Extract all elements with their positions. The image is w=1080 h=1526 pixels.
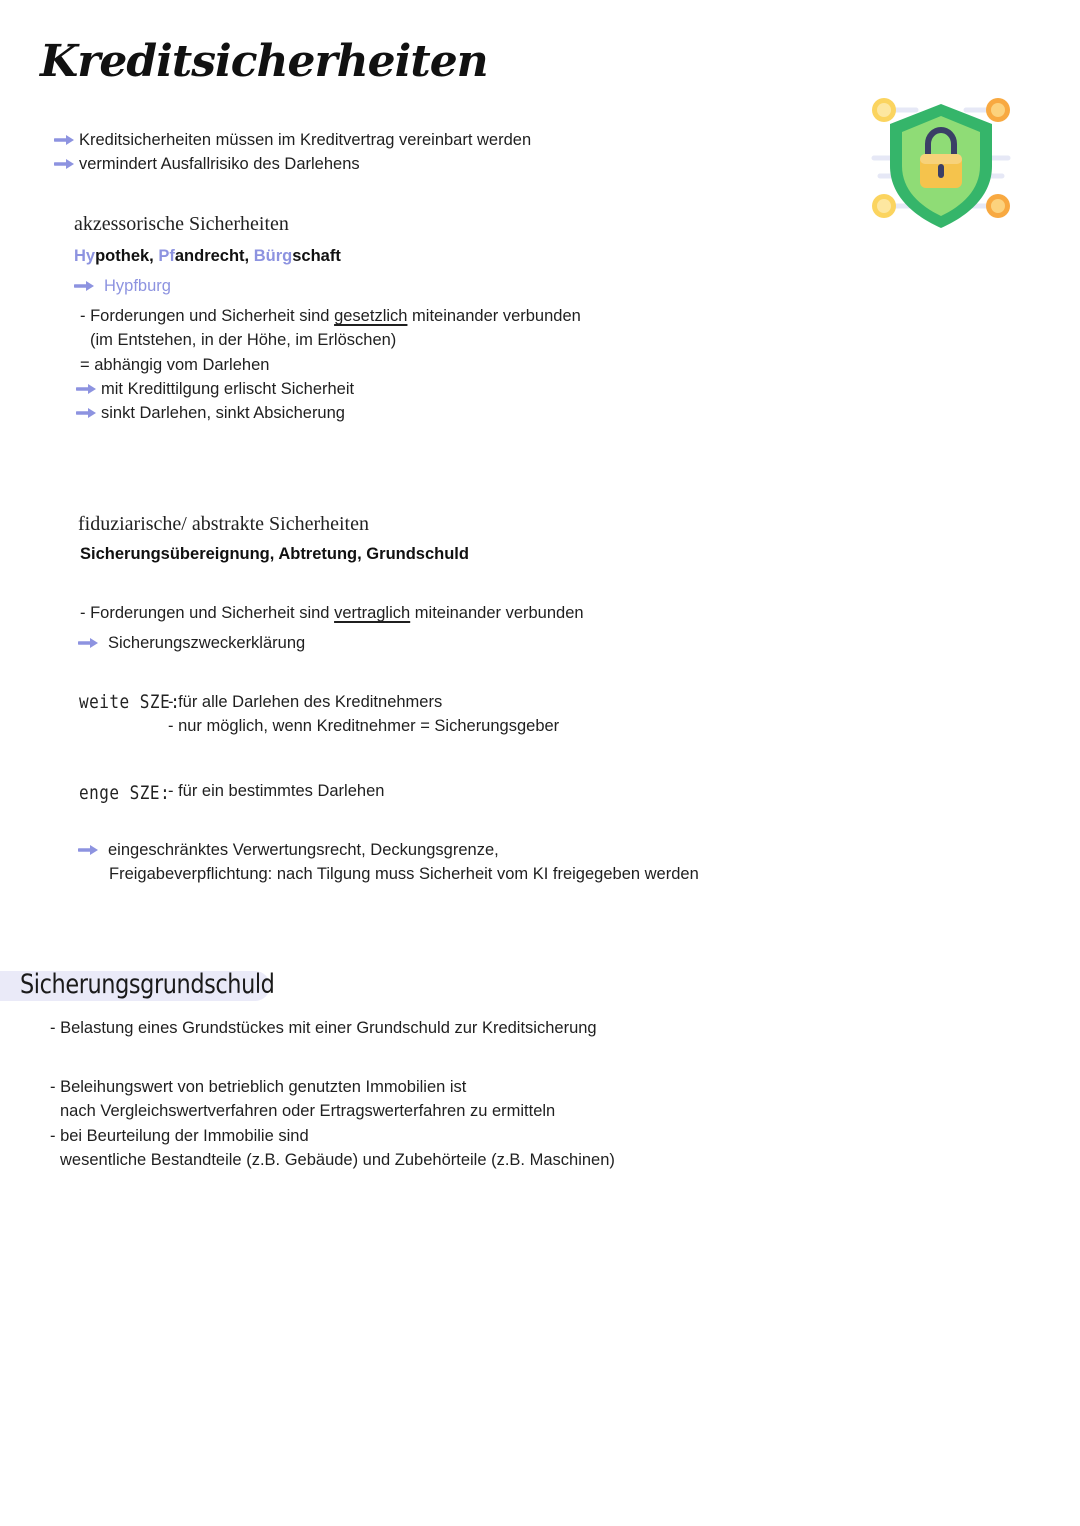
sgs-line-4: - bei Beurteilung der Immobilie sind (50, 1127, 309, 1145)
sgs-line-2: - Beleihungswert von betrieblich genutzten Immobilien ist (50, 1078, 467, 1096)
arrow-icon (54, 134, 76, 146)
fid-line-1: - Forderungen und Sicherheit sind vertraglich miteinander verbunden (80, 604, 584, 622)
section-heading: Sicherungsgrundschuld (20, 969, 275, 1000)
arrow-icon (78, 637, 100, 649)
shield-lock-icon (866, 92, 1016, 234)
arrow-icon (78, 844, 100, 856)
fid-heading: fiduziarische/ abstrakte Sicherheiten (78, 513, 369, 535)
akz-heading: akzessorische Sicherheiten (74, 213, 289, 235)
arrow-icon (74, 280, 96, 292)
fid-note-1: eingeschränktes Verwertungsrecht, Deckungsgrenze, (78, 840, 499, 860)
enge-sze-1: - für ein bestimmtes Darlehen (168, 782, 385, 800)
akz-line-2: (im Entstehen, in der Höhe, im Erlöschen) (90, 331, 397, 349)
arrow-icon (54, 158, 76, 170)
akz-line-4: mit Kredittilgung erlischt Sicherheit (76, 379, 354, 399)
intro-line-1: Kreditsicherheiten müssen im Kreditvertrag vereinbart werden (54, 130, 531, 150)
arrow-icon (76, 383, 98, 395)
sgs-line-5: wesentliche Bestandteile (z.B. Gebäude) und Zubehörteile (z.B. Maschinen) (60, 1151, 615, 1169)
akz-line-1: - Forderungen und Sicherheit sind gesetzlich miteinander verbunden (80, 307, 581, 325)
page-title: Kreditsicherheiten (40, 36, 488, 87)
akz-line-5: sinkt Darlehen, sinkt Absicherung (76, 403, 345, 423)
arrow-icon (76, 407, 98, 419)
akz-line-3: = abhängig vom Darlehen (80, 356, 270, 374)
intro-line-2: vermindert Ausfallrisiko des Darlehens (54, 154, 360, 174)
akz-mnemonic: Hypfburg (74, 276, 171, 296)
weite-sze-1: - für alle Darlehen des Kreditnehmers (168, 693, 443, 711)
weite-sze-2: - nur möglich, wenn Kreditnehmer = Sicherungsgeber (168, 717, 560, 735)
akz-types: Hypothek, Pfandrecht, Bürgschaft (74, 247, 341, 265)
enge-sze-label: enge SZE: (79, 781, 171, 804)
fid-line-2: Sicherungszweckerklärung (78, 633, 305, 653)
weite-sze-label: weite SZE: (79, 690, 181, 713)
fid-note-2: Freigabeverpflichtung: nach Tilgung muss Sicherheit vom KI freigegeben werden (109, 865, 699, 883)
sgs-line-1: - Belastung eines Grundstückes mit einer Grundschuld zur Kreditsicherung (50, 1019, 597, 1037)
sgs-line-3: nach Vergleichswertverfahren oder Ertragswerterfahren zu ermitteln (60, 1102, 556, 1120)
fid-types: Sicherungsübereignung, Abtretung, Grundschuld (80, 545, 469, 563)
